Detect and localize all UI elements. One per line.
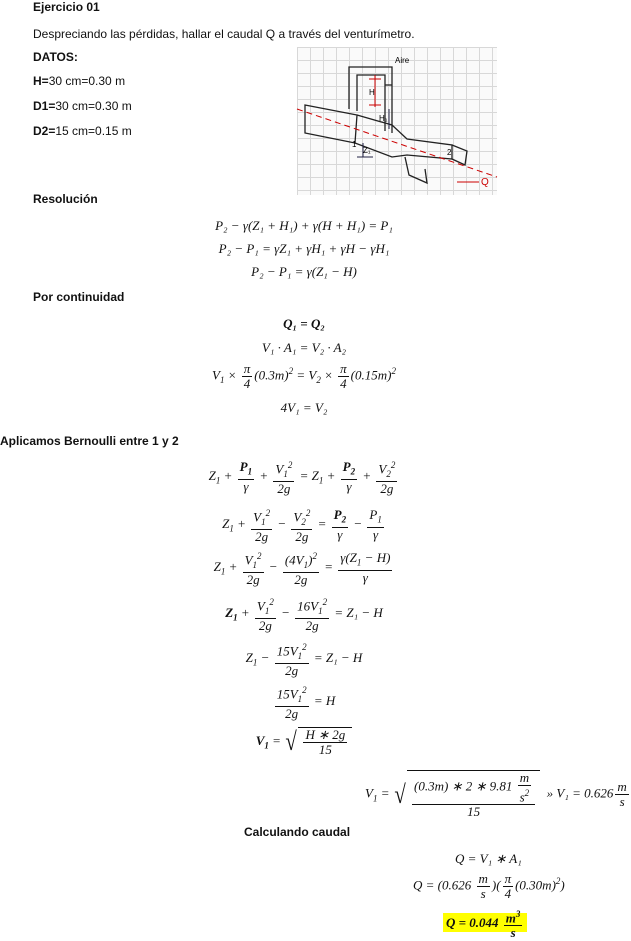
bernoulli-eq-7: $V_1$ = √ $\frac{H ∗ 2g}{15}$ [0, 727, 608, 757]
bernoulli-eq-4: $Z_1$ + $\frac{V_1^2}{2g}$ − $\frac{16V_1^2}{2g}$ = Z₁ − H [225, 597, 383, 633]
label-z1: Z₁ [363, 146, 371, 155]
equation-continuity-4: 4V₁ = V₂ [280, 400, 328, 415]
caudal-eq-2: Q = (0.626 $\frac{m}{s}$ )( $\frac{\pi}{4}$ $(0.30m)^2$) [413, 871, 565, 901]
equation-pressure-3: P₂ − P₁ = γ(Z₁ − H) [251, 264, 357, 279]
bernoulli-eq-5: $Z_1$ − $\frac{15V_1^2}{2g}$ = Z₁ − H [245, 642, 363, 678]
bernoulli-heading: Aplicamos Bernoulli entre 1 y 2 [0, 434, 179, 448]
equation-continuity-1: Q₁ = Q₂ [283, 316, 325, 331]
dato-d1: D1=30 cm=0.30 m [33, 99, 132, 113]
resolucion-heading: Resolución [33, 192, 98, 206]
caudal-final-value: Q = 0.044 [446, 914, 499, 930]
caudal-heading: Calculando caudal [244, 825, 351, 839]
bernoulli-eq-3: $Z_1$ + $\frac{V_1^2}{2g}$ − $\frac{(4V_1)^2}{2g}$ = $\frac{\gamma(Z_1 - H)}{\gamma}$ [213, 550, 391, 587]
bernoulli-eq-4-rhs: = Z₁ − H [334, 604, 383, 620]
label-point-1: 1 [352, 140, 357, 149]
bernoulli-eq-2: $Z_1$ + $\frac{V_1^2}{2g}$ − $\frac{V_2^2}{2g}$ = $\frac{P_2}{\gamma}$ − $\frac{P_1}{\gamma}$ [222, 507, 382, 544]
exercise-title: Ejercicio 01 [33, 0, 100, 14]
continuidad-heading: Por continuidad [33, 290, 125, 304]
label-h1: H₁ [379, 114, 388, 123]
label-q: Q [481, 177, 489, 188]
equation-continuity-3: $V_1$ × $\frac{\pi}{4}$ $(0.3m)^2 = V_2$ × $\frac{\pi}{4}$ $(0.15m)^2$ [212, 361, 396, 391]
dato-h: H=30 cm=0.30 m [33, 74, 126, 88]
venturi-drawing [297, 47, 497, 195]
problem-statement: Despreciando las pérdidas, hallar el caudal Q a través del venturímetro. [33, 27, 415, 41]
label-h: H [369, 88, 375, 97]
bernoulli-eq-1: $Z_1$ + $\frac{P_1}{\gamma}$ + $\frac{V_1^2}{2g}$ = $Z_1$ + $\frac{P_2}{\gamma}$ + $\frac{V_2^2}{2g}$ [208, 459, 396, 496]
dato-d2: D2=15 cm=0.15 m [33, 124, 132, 138]
label-air: Aire [395, 56, 410, 65]
caudal-final: Q = 0.044 $\frac{m^3}{s}$ [443, 907, 527, 940]
datos-heading: DATOS: [33, 50, 78, 64]
caudal-eq-1: Q = V₁ ∗ A₁ [455, 851, 522, 866]
bernoulli-eq-6-rhs: = H [313, 692, 336, 708]
bernoulli-eq-6: $\frac{15V_1^2}{2g}$ = H [276, 685, 336, 721]
equation-pressure-2: P₂ − P₁ = γZ₁ + γH₁ + γH − γH₁ [218, 241, 390, 256]
label-point-2: 2 [447, 148, 452, 157]
venturi-sketch [297, 47, 497, 195]
bernoulli-eq-5-rhs: = Z₁ − H [313, 649, 363, 665]
velocity-value: V₁ = 0.626 [556, 785, 614, 801]
equation-continuity-2: V₁ · A₁ = V₂ · A₂ [261, 340, 347, 355]
equation-pressure-1: P₂ − γ(Z₁ + H₁) + γ(H + H₁) = P₁ [215, 218, 393, 233]
velocity-result: $V_1$ = √ (0.3m) ∗ 2 ∗ 9.81 $\frac{m}{s^2}$ 15 » V₁ = 0.626 $\frac{m}{s}$ [365, 770, 627, 820]
